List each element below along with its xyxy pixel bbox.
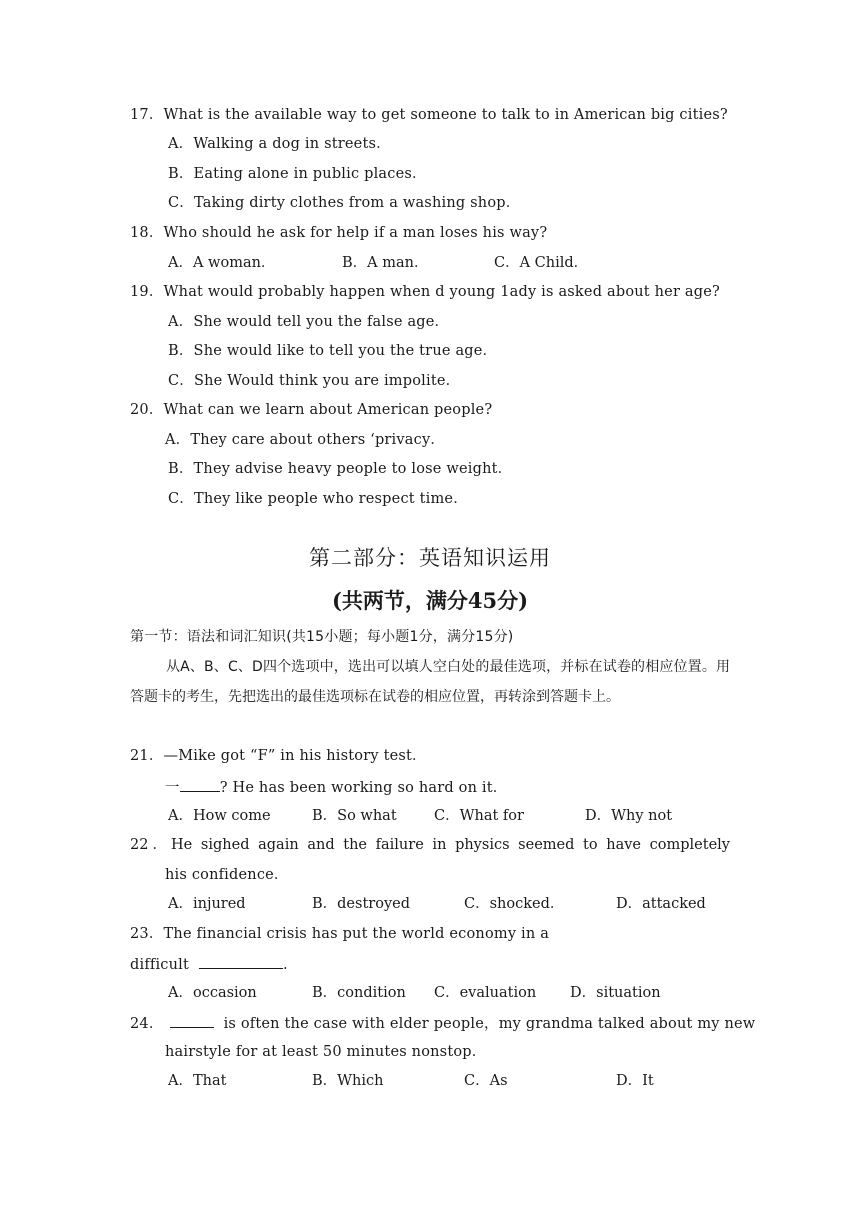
q22-option-b: B．destroyed (312, 896, 411, 912)
q21-option-c: C．What for (434, 808, 524, 824)
q17-option-c: C．Taking dirty clothes from a washing shop． (168, 195, 521, 211)
q18-option-c: C．A Child． (494, 255, 589, 271)
q17-option-b: B．Eating alone in public places． (168, 166, 427, 182)
q22-option-a: A．injured (168, 896, 246, 912)
q19-option-a: A．She would tell you the false age． (168, 314, 450, 330)
q19-option-c: C．She Would think you are impolite． (168, 373, 461, 389)
answer-blank (170, 1013, 214, 1028)
q17-option-a: A．Walking a dog in streets． (168, 136, 391, 152)
q24-number: 24． (130, 1016, 164, 1032)
question-23-cont (130, 954, 288, 974)
question-23: 23．The financial crisis has put the world economy in a (130, 926, 550, 942)
q20-option-a: A．They care about others ‘privacy． (165, 432, 446, 448)
q23-option-d: D．situation (570, 985, 661, 1001)
q23-text: difficult (130, 957, 190, 973)
q20-option-c: C．They like people who respect time． (168, 491, 468, 507)
question-18: 18．Who should he ask for help if a man loses his way? (130, 225, 548, 241)
q21-reply-text: ? He has been working so hard on it． (219, 780, 508, 796)
q21-dash: 一 (165, 780, 180, 796)
q21-option-a: A．How come (168, 808, 271, 824)
answer-blank (180, 777, 220, 792)
q24-text: is often the case with elder people，my grandma talked about my new (223, 1016, 756, 1032)
q23-period: . (283, 957, 288, 973)
part-two-title: 第二部分：英语知识运用 (309, 546, 551, 570)
section-one-heading: 第一节：语法和词汇知识(共15小题；每小题1分，满分15分) (130, 629, 514, 645)
q24-option-d: D．It (616, 1073, 654, 1089)
q19-option-b: B．She would like to tell you the true age． (168, 343, 498, 359)
question-22: 22．He sighed again and the failure in physics seemed to have completely (130, 837, 730, 853)
question-19: 19．What would probably happen when d young 1ady is asked about her age? (130, 284, 720, 300)
q21-option-d: D．Why not (585, 808, 673, 824)
q22-option-c: C．shocked． (464, 896, 565, 912)
answer-blank (199, 954, 283, 969)
q23-option-c: C．evaluation (434, 985, 537, 1001)
question-20: 20．What can we learn about American people? (130, 402, 493, 418)
section-instruction: 从A、B、C、D四个选项中，选出可以填人空白处的最佳选项，并标在试卷的相应位置。用答题卡的考生，先把选出的最佳选项标在试卷的相应位置，再转涂到答题卡上。 (130, 659, 730, 705)
question-17: 17．What is the available way to get someone to talk to in American big cities? (130, 107, 728, 123)
question-21-reply (165, 777, 508, 797)
question-22-cont: his confidence． (165, 867, 289, 883)
question-21: 21．—Mike got “F” in his history test． (130, 748, 427, 764)
q18-option-b: B．A man． (342, 255, 429, 271)
q23-option-a: A．occasion (168, 985, 257, 1001)
q24-option-b: B．Which (312, 1073, 384, 1089)
question-24-cont: hairstyle for at least 50 minutes nonstop． (165, 1044, 487, 1060)
q18-option-a: A．A woman． (168, 255, 276, 271)
q22-option-d: D．attacked (616, 896, 706, 912)
q24-option-a: A．That (168, 1073, 227, 1089)
q21-option-b: B．So what (312, 808, 397, 824)
q23-option-b: B．condition (312, 985, 406, 1001)
part-two-subtitle: (共两节，满分45分) (331, 588, 529, 613)
q24-option-c: C．As (464, 1073, 508, 1089)
q20-option-b: B．They advise heavy people to lose weight． (168, 461, 513, 477)
question-24 (130, 1013, 755, 1033)
